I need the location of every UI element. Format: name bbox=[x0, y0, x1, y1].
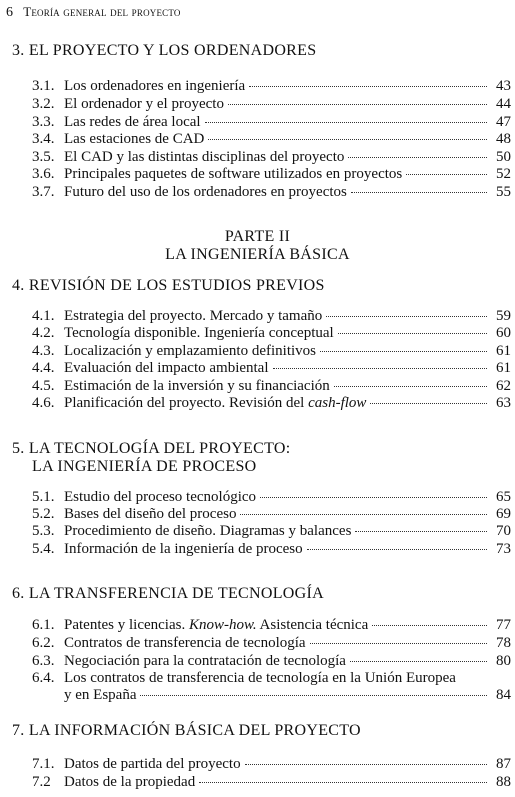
entry-text: El CAD y las distintas disciplinas del proyecto bbox=[64, 149, 345, 165]
dot-leader bbox=[240, 514, 487, 515]
toc-entry[interactable] bbox=[32, 489, 511, 506]
entry-text: Principales paquetes de software utilizados en proyectos bbox=[64, 166, 403, 182]
entry-page: 62 bbox=[496, 378, 511, 394]
entry-text: Tecnología disponible. Ingeniería conceptual bbox=[64, 325, 334, 341]
entry-text: Estrategia del proyecto. Mercado y tamaño bbox=[64, 308, 323, 324]
entry-page: 47 bbox=[496, 114, 511, 130]
toc-entry[interactable] bbox=[32, 96, 511, 113]
toc-entry[interactable] bbox=[32, 114, 511, 131]
dot-leader bbox=[351, 192, 487, 193]
entry-page: 60 bbox=[496, 325, 511, 341]
entry-text: Los contratos de transferencia de tecnología en la Unión Europea bbox=[64, 670, 456, 686]
entry-text: Bases del diseño del proceso bbox=[64, 506, 237, 522]
entry-page: 78 bbox=[496, 635, 511, 651]
entry-text: Futuro del uso de los ordenadores en proyectos bbox=[64, 184, 347, 200]
entry-page: 87 bbox=[496, 756, 511, 772]
entry-text: Datos de partida del proyecto bbox=[64, 756, 241, 772]
toc-entry[interactable] bbox=[32, 378, 511, 395]
dot-leader bbox=[205, 122, 487, 123]
entry-text: Información de la ingeniería de proceso bbox=[64, 541, 303, 557]
dot-leader bbox=[249, 86, 487, 87]
entry-text: El ordenador y el proyecto bbox=[64, 96, 224, 112]
dot-leader bbox=[406, 174, 487, 175]
toc-entry[interactable] bbox=[32, 617, 511, 634]
entry-page: 61 bbox=[496, 343, 511, 359]
entry-number: 6.1. bbox=[32, 617, 55, 633]
chapter-title-line2: LA INGENIERÍA DE PROCESO bbox=[32, 458, 257, 475]
dot-leader bbox=[334, 386, 487, 387]
entry-number: 3.6. bbox=[32, 166, 55, 182]
entry-page: 88 bbox=[496, 774, 511, 790]
chapter-title: 4. REVISIÓN DE LOS ESTUDIOS PREVIOS bbox=[12, 277, 325, 294]
entry-text: Procedimiento de diseño. Diagramas y balances bbox=[64, 523, 352, 539]
chapter-title bbox=[12, 440, 290, 476]
dot-leader bbox=[245, 764, 487, 765]
dot-leader bbox=[326, 316, 487, 317]
entry-text: Las estaciones de CAD bbox=[64, 131, 205, 147]
entry-page: 50 bbox=[496, 149, 511, 165]
dot-leader bbox=[273, 368, 487, 369]
entry-page: 44 bbox=[496, 96, 511, 112]
chapter-title-line1: 5. LA TECNOLOGÍA DEL PROYECTO: bbox=[12, 440, 291, 457]
dot-leader bbox=[370, 403, 487, 404]
entry-number: 5.1. bbox=[32, 489, 55, 505]
entry-text-line2-row bbox=[64, 687, 511, 704]
entry-page: 59 bbox=[496, 308, 511, 324]
entry-number: 3.4. bbox=[32, 131, 55, 147]
entry-text-italic: cash-flow bbox=[308, 395, 367, 411]
dot-leader bbox=[260, 497, 487, 498]
dot-leader bbox=[307, 549, 487, 550]
entry-number: 4.5. bbox=[32, 378, 55, 394]
entry-page: 73 bbox=[496, 541, 511, 557]
entry-number: 4.6. bbox=[32, 395, 55, 411]
dot-leader bbox=[348, 157, 487, 158]
entry-number: 6.2. bbox=[32, 635, 55, 651]
part-title: LA INGENIERÍA BÁSICA bbox=[165, 246, 350, 263]
dot-leader bbox=[350, 661, 487, 662]
toc-entry[interactable] bbox=[32, 506, 511, 523]
entry-page: 43 bbox=[496, 78, 511, 94]
entry-number: 7.1. bbox=[32, 756, 55, 772]
entry-text-roman: Planificación del proyecto. Revisión del bbox=[64, 395, 309, 411]
toc-entry[interactable] bbox=[32, 149, 511, 166]
entry-number: 5.2. bbox=[32, 506, 55, 522]
entry-number: 3.2. bbox=[32, 96, 55, 112]
entry-page: 55 bbox=[496, 184, 511, 200]
entry-number: 3.5. bbox=[32, 149, 55, 165]
entry-text: Evaluación del impacto ambiental bbox=[64, 360, 269, 376]
entry-page: 48 bbox=[496, 131, 511, 147]
entry-page: 77 bbox=[496, 617, 511, 633]
entry-text: Negociación para la contratación de tecnología bbox=[64, 653, 346, 669]
entry-page: 61 bbox=[496, 360, 511, 376]
dot-leader bbox=[338, 333, 487, 334]
entry-text: Localización y emplazamiento definitivos bbox=[64, 343, 316, 359]
entry-text-line2: y en España bbox=[64, 687, 137, 703]
toc-entry[interactable] bbox=[32, 184, 511, 201]
toc-entry[interactable] bbox=[32, 325, 511, 342]
entry-text bbox=[64, 395, 366, 412]
entry-text-block bbox=[64, 670, 511, 704]
toc-entry[interactable] bbox=[32, 523, 511, 540]
dot-leader bbox=[199, 782, 487, 783]
entry-number: 4.4. bbox=[32, 360, 55, 376]
dot-leader bbox=[355, 531, 487, 532]
entry-number: 4.3. bbox=[32, 343, 55, 359]
chapter-title: 3. EL PROYECTO Y LOS ORDENADORES bbox=[12, 42, 317, 59]
toc-entry[interactable] bbox=[32, 774, 511, 791]
running-head-title: Teoría general del proyecto bbox=[23, 4, 181, 19]
entry-number: 5.4. bbox=[32, 541, 55, 557]
toc-entry[interactable] bbox=[32, 756, 511, 773]
entry-text-roman: Patentes y licencias. bbox=[64, 617, 189, 633]
toc-entry[interactable] bbox=[32, 78, 511, 95]
entry-number: 3.3. bbox=[32, 114, 55, 130]
entry-number: 4.2. bbox=[32, 325, 55, 341]
toc-entry[interactable] bbox=[32, 166, 511, 183]
entry-text: Las redes de área local bbox=[64, 114, 201, 130]
toc-entry[interactable] bbox=[32, 670, 511, 704]
entry-page: 65 bbox=[496, 489, 511, 505]
entry-page: 69 bbox=[496, 506, 511, 522]
entry-number: 5.3. bbox=[32, 523, 55, 539]
entry-number: 4.1. bbox=[32, 308, 55, 324]
page-number: 6 bbox=[6, 5, 14, 20]
entry-page: 84 bbox=[496, 687, 511, 703]
entry-text: Estudio del proceso tecnológico bbox=[64, 489, 257, 505]
dot-leader bbox=[372, 625, 487, 626]
entry-page: 80 bbox=[496, 653, 511, 669]
entry-number: 6.3. bbox=[32, 653, 55, 669]
chapter-title: 6. LA TRANSFERENCIA DE TECNOLOGÍA bbox=[12, 585, 324, 602]
dot-leader bbox=[320, 351, 487, 352]
part-label: PARTE II bbox=[224, 228, 291, 245]
entry-text bbox=[64, 617, 368, 634]
toc-entry[interactable] bbox=[32, 343, 511, 360]
toc-entry[interactable] bbox=[32, 360, 511, 377]
dot-leader bbox=[208, 139, 487, 140]
toc-entry[interactable] bbox=[32, 308, 511, 325]
toc-entry[interactable] bbox=[32, 635, 511, 652]
toc-entry[interactable] bbox=[32, 653, 511, 670]
entry-text: Los ordenadores en ingeniería bbox=[64, 78, 246, 94]
chapter-title: 7. LA INFORMACIÓN BÁSICA DEL PROYECTO bbox=[12, 722, 361, 739]
entry-number: 7.2 bbox=[32, 774, 51, 790]
entry-number: 3.1. bbox=[32, 78, 55, 94]
toc-entry[interactable] bbox=[32, 395, 511, 412]
entry-page: 52 bbox=[496, 166, 511, 182]
toc-entry[interactable] bbox=[32, 541, 511, 558]
entry-text-roman-after: Asistencia técnica bbox=[256, 617, 369, 633]
entry-text: Contratos de transferencia de tecnología bbox=[64, 635, 306, 651]
entry-text-italic: Know-how. bbox=[188, 617, 257, 633]
entry-text: Estimación de la inversión y su financiación bbox=[64, 378, 330, 394]
dot-leader bbox=[228, 104, 487, 105]
entry-number: 3.7. bbox=[32, 184, 55, 200]
toc-entry[interactable] bbox=[32, 131, 511, 148]
entry-number: 6.4. bbox=[32, 670, 55, 686]
dot-leader bbox=[310, 643, 487, 644]
entry-page: 70 bbox=[496, 523, 511, 539]
dot-leader bbox=[140, 695, 487, 696]
running-head bbox=[6, 4, 181, 21]
entry-text: Datos de la propiedad bbox=[64, 774, 196, 790]
entry-page: 63 bbox=[496, 395, 511, 411]
